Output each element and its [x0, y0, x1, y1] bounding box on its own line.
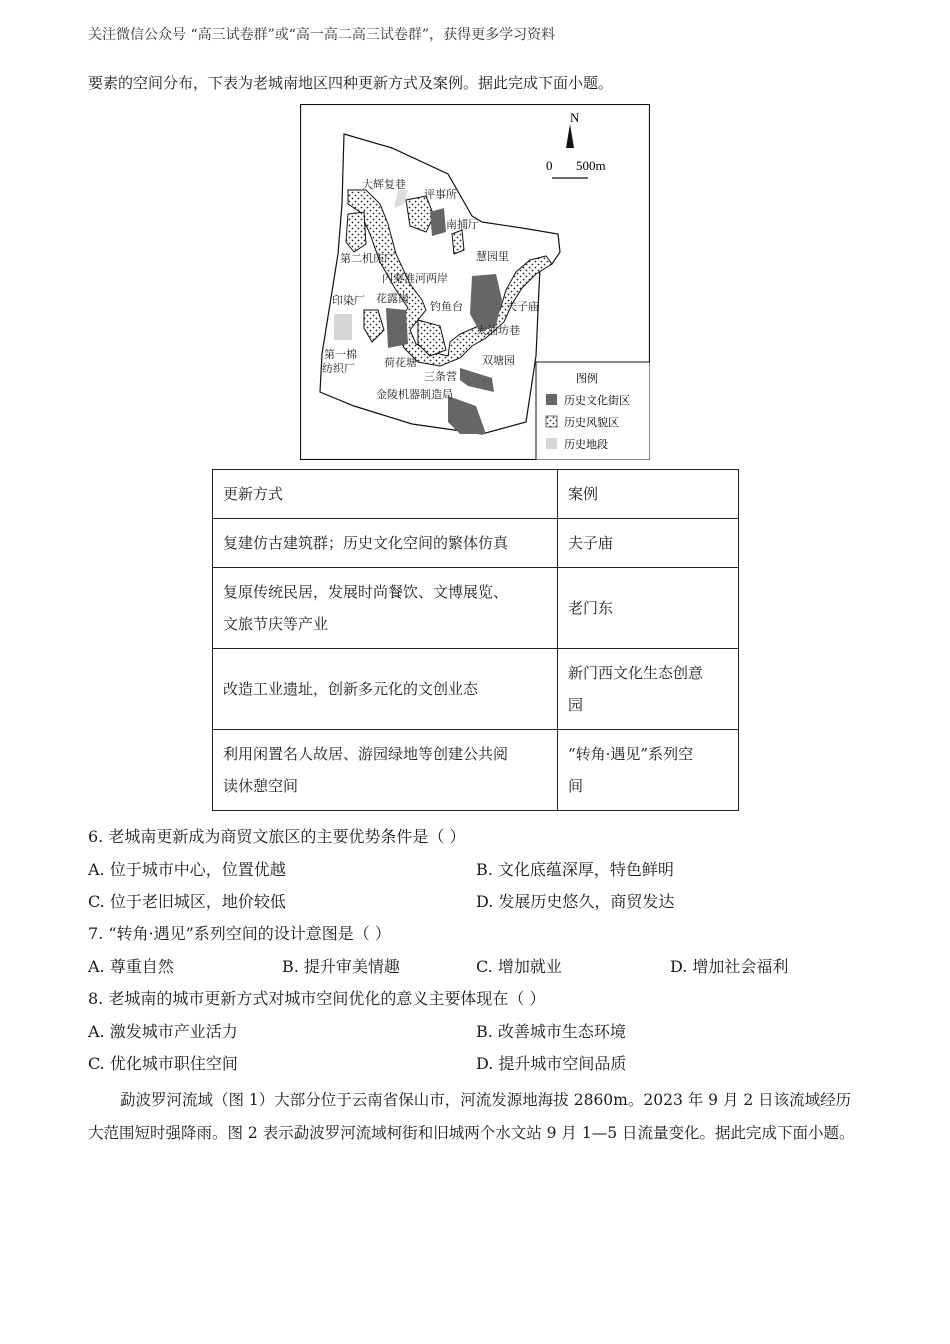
- case-cell: [558, 730, 739, 811]
- cell-line: 读休憩空间: [223, 777, 299, 795]
- cell-line: “转角·遇见”系列空: [568, 745, 694, 763]
- map-label: 大辉复巷: [362, 178, 406, 191]
- case-cell: [558, 568, 739, 649]
- cell-line: 园: [568, 696, 584, 714]
- machine-factory-zone: [346, 212, 366, 252]
- map-label: 三条营: [424, 370, 457, 383]
- map-label: 金陵机器制造局: [376, 388, 453, 401]
- option-7d: D. 增加社会福利: [670, 957, 789, 976]
- method-cell: [213, 649, 558, 730]
- map-label: 南捕厅: [446, 218, 479, 231]
- method-cell: [213, 568, 558, 649]
- table-row: [213, 649, 739, 730]
- map-label: 钓鱼台: [430, 300, 463, 313]
- map-label: 大油坊巷: [476, 324, 520, 337]
- option-8d: D. 提升城市空间品质: [476, 1054, 627, 1073]
- cell-line: 间: [568, 777, 584, 795]
- legend-label: 历史地段: [564, 438, 608, 451]
- intro-text: 要素的空间分布，下表为老城南地区四种更新方式及案例。据此完成下面小题。: [88, 74, 614, 92]
- scale-zero: 0: [546, 158, 553, 173]
- question-7: 7. “转角·遇见”系列空间的设计意图是（ ）: [88, 924, 391, 943]
- method-cell: [213, 519, 558, 568]
- scale-distance: 500m: [576, 158, 606, 173]
- table-row: [213, 519, 739, 568]
- legend-swatch-district: [546, 394, 557, 405]
- option-7b: B. 提升审美情趣: [282, 957, 400, 976]
- option-8b: B. 改善城市生态环境: [476, 1022, 626, 1041]
- question-6: 6. 老城南更新成为商贸文旅区的主要优势条件是（ ）: [88, 827, 466, 846]
- case-cell: [558, 519, 739, 568]
- nanbuting-district: [430, 208, 446, 236]
- option-6a: A. 位于城市中心，位置优越: [88, 860, 286, 879]
- question-8: 8. 老城南的城市更新方式对城市空间优化的意义主要体现在（ ）: [88, 989, 546, 1008]
- legend-swatch-area: [546, 416, 557, 427]
- cell-line: 新门西文化生态创意: [568, 664, 704, 682]
- cell-line: 利用闲置名人故居、游园绿地等创建公共阅: [223, 745, 509, 763]
- option-7a: A. 尊重自然: [88, 957, 174, 976]
- cell-line: 复建仿古建筑群；历史文化空间的繁体仿真: [223, 534, 509, 552]
- map-label: 评事所: [424, 188, 457, 201]
- page-header-note: 关注微信公众号 “高三试卷群”或“高一高二高三试卷群”，获得更多学习资料: [88, 27, 556, 43]
- map-label: 夫子庙: [506, 300, 539, 313]
- header-method: 更新方式: [213, 470, 558, 519]
- cell-line: 夫子庙: [568, 534, 614, 552]
- map-label: 双塘园: [482, 354, 515, 367]
- cell-line: 老门东: [568, 599, 614, 617]
- old-city-south-map: [300, 104, 650, 460]
- map-label: 花露岗: [376, 292, 409, 305]
- option-7c: C. 增加就业: [476, 957, 562, 976]
- table-row: [213, 730, 739, 811]
- map-label: 纺织厂: [322, 362, 355, 375]
- option-6d: D. 发展历史悠久，商贸发达: [476, 892, 675, 911]
- north-label: N: [570, 110, 580, 125]
- map-label: 内秦淮河两岸: [382, 272, 448, 285]
- map-label: 慧园里: [476, 250, 509, 263]
- option-6b: B. 文化底蕴深厚，特色鲜明: [476, 860, 674, 879]
- legend-swatch-site: [546, 438, 557, 449]
- option-8c: C. 优化城市职住空间: [88, 1054, 238, 1073]
- hualugang-district: [386, 308, 408, 348]
- table-row: [213, 568, 739, 649]
- cell-line: 改造工业遗址，创新多元化的文创业态: [223, 680, 479, 698]
- yinranchang-site: [334, 314, 352, 340]
- option-8a: A. 激发城市产业活力: [88, 1022, 238, 1041]
- legend-label: 历史风貌区: [564, 416, 619, 429]
- method-cell: [213, 730, 558, 811]
- cell-line: 文旅节庆等产业: [223, 615, 329, 633]
- legend-title: 图例: [576, 372, 598, 385]
- table-header-row: [213, 470, 739, 519]
- map-label: 印染厂: [332, 294, 365, 307]
- map-label: 第一棉: [324, 348, 357, 361]
- map-label: 荷花塘: [384, 356, 417, 369]
- river-basin-paragraph: 勐波罗河流域（图 1）大部分位于云南省保山市，河流发源地海拔 2860m。2023 年 9 月 2 日该流域经历大范围短时强降雨。图 2 表示勐波罗河流域柯街和旧城两个水文站 9 月 1—5 日流量变化。据此完成下面小题。: [88, 1091, 855, 1142]
- renewal-table: [212, 469, 739, 811]
- case-cell: [558, 649, 739, 730]
- map-label: 第二机床厂: [340, 252, 395, 265]
- legend-label: 历史文化街区: [564, 394, 630, 407]
- header-case: 案例: [558, 470, 739, 519]
- huiyuanli-zone: [452, 230, 464, 254]
- option-6c: C. 位于老旧城区，地价较低: [88, 892, 286, 911]
- cell-line: 复原传统民居，发展时尚餐饮、文博展览、: [223, 583, 509, 601]
